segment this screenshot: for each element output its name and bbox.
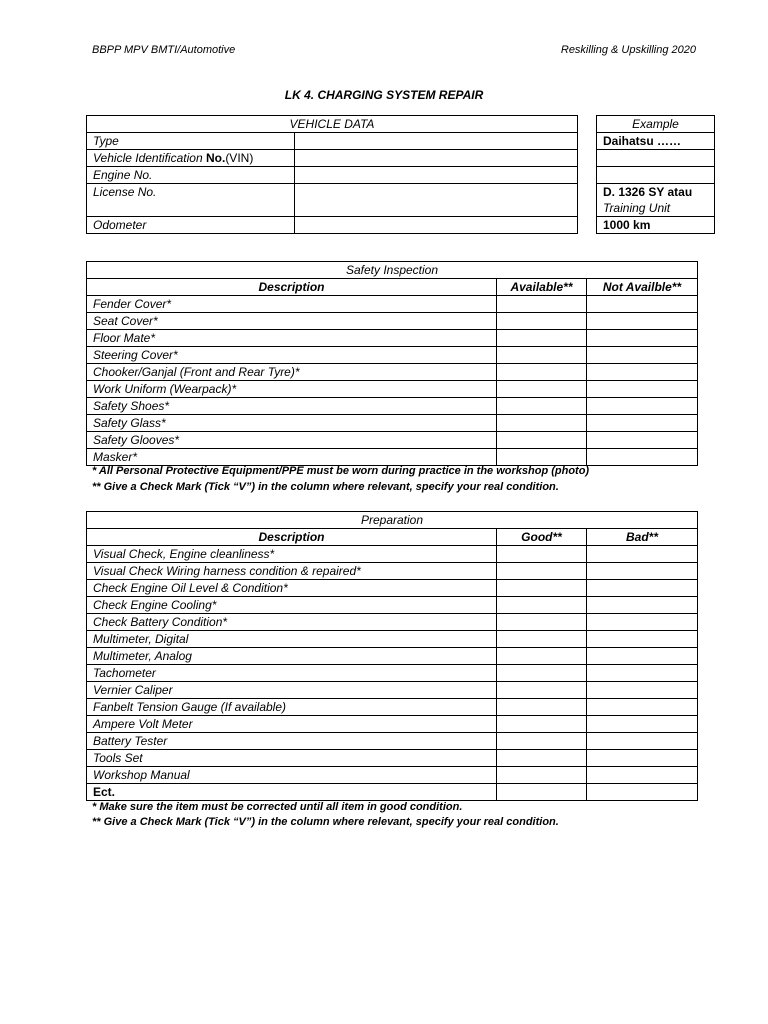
row-description: Vernier Caliper (87, 682, 497, 699)
check-cell[interactable] (587, 648, 698, 665)
check-cell[interactable] (587, 313, 698, 330)
row-description: Floor Mate* (87, 330, 497, 347)
check-cell[interactable] (587, 733, 698, 750)
header-left: BBPP MPV BMTI/Automotive (92, 44, 236, 56)
row-description: Ect. (87, 784, 497, 801)
check-cell[interactable] (497, 767, 587, 784)
vin-label: Vehicle Identification (93, 151, 203, 165)
check-cell[interactable] (587, 614, 698, 631)
row-description: Workshop Manual (87, 767, 497, 784)
row-description: Visual Check Wiring harness condition & repaired* (87, 563, 497, 580)
vehicle-value-cell[interactable] (295, 184, 578, 217)
vehicle-row-label (87, 150, 295, 167)
check-cell[interactable] (587, 631, 698, 648)
check-cell[interactable] (587, 767, 698, 784)
check-cell[interactable] (497, 381, 587, 398)
table-row (87, 750, 698, 767)
check-cell[interactable] (497, 415, 587, 432)
check-cell[interactable] (587, 716, 698, 733)
check-cell[interactable] (497, 313, 587, 330)
vehicle-row-label: Type (87, 133, 295, 150)
example-heading: Example (597, 116, 715, 133)
check-cell[interactable] (497, 784, 587, 801)
check-cell[interactable] (497, 716, 587, 733)
safety-note-2: ** Give a Check Mark (Tick “V”) in the column where relevant, specify your real condition. (92, 481, 559, 493)
table-row (87, 733, 698, 750)
check-cell[interactable] (497, 665, 587, 682)
check-cell[interactable] (587, 449, 698, 466)
preparation-note-2: ** Give a Check Mark (Tick “V”) in the column where relevant, specify your real condition. (92, 816, 559, 828)
row-description: Check Engine Oil Level & Condition* (87, 580, 497, 597)
table-row (87, 631, 698, 648)
example-engine (597, 167, 715, 184)
check-cell[interactable] (587, 699, 698, 716)
row-description: Check Engine Cooling* (87, 597, 497, 614)
table-row (87, 296, 698, 313)
check-cell[interactable] (587, 682, 698, 699)
check-cell[interactable] (587, 296, 698, 313)
table-row (87, 347, 698, 364)
table-row (87, 364, 698, 381)
table-row (87, 313, 698, 330)
check-cell[interactable] (587, 750, 698, 767)
row-description: Multimeter, Digital (87, 631, 497, 648)
preparation-rows (87, 546, 698, 801)
check-cell[interactable] (587, 432, 698, 449)
check-cell[interactable] (497, 432, 587, 449)
example-license (597, 184, 715, 217)
check-cell[interactable] (587, 330, 698, 347)
check-cell[interactable] (497, 699, 587, 716)
table-row (87, 415, 698, 432)
safety-col-not-available: Not Availble** (587, 279, 698, 296)
prep-col-description: Description (87, 529, 497, 546)
table-row (87, 330, 698, 347)
check-cell[interactable] (497, 733, 587, 750)
safety-heading: Safety Inspection (87, 262, 698, 279)
row-description: Seat Cover* (87, 313, 497, 330)
table-row (87, 665, 698, 682)
check-cell[interactable] (587, 580, 698, 597)
vehicle-value-cell[interactable] (295, 133, 578, 150)
row-description: Tools Set (87, 750, 497, 767)
check-cell[interactable] (587, 563, 698, 580)
vehicle-row-label: Engine No. (87, 167, 295, 184)
check-cell[interactable] (497, 347, 587, 364)
table-row (87, 682, 698, 699)
table-row (87, 767, 698, 784)
prep-col-good: Good** (497, 529, 587, 546)
row-description: Visual Check, Engine cleanliness* (87, 546, 497, 563)
vehicle-value-cell[interactable] (295, 167, 578, 184)
check-cell[interactable] (587, 784, 698, 801)
check-cell[interactable] (587, 415, 698, 432)
example-vin (597, 150, 715, 167)
check-cell[interactable] (587, 381, 698, 398)
vehicle-row-label: License No. (87, 184, 295, 217)
table-row (87, 614, 698, 631)
check-cell[interactable] (497, 449, 587, 466)
vehicle-value-cell[interactable] (295, 150, 578, 167)
table-row (87, 563, 698, 580)
row-description: Multimeter, Analog (87, 648, 497, 665)
row-description: Steering Cover* (87, 347, 497, 364)
row-description: Safety Shoes* (87, 398, 497, 415)
example-odometer: 1000 km (597, 217, 715, 234)
example-table (596, 115, 715, 234)
check-cell[interactable] (497, 580, 587, 597)
preparation-table (86, 511, 698, 801)
vin-label-suffix: (VIN) (225, 151, 254, 165)
row-description: Check Battery Condition* (87, 614, 497, 631)
check-cell[interactable] (497, 546, 587, 563)
check-cell[interactable] (497, 364, 587, 381)
example-license-line1: D. 1326 SY atau (603, 185, 693, 199)
header-right: Reskilling & Upskilling 2020 (560, 44, 696, 56)
row-description: Fanbelt Tension Gauge (If available) (87, 699, 497, 716)
vehicle-value-cell[interactable] (295, 217, 578, 234)
check-cell[interactable] (497, 330, 587, 347)
table-row (87, 546, 698, 563)
row-description: Work Uniform (Wearpack)* (87, 381, 497, 398)
check-cell[interactable] (587, 546, 698, 563)
safety-col-description: Description (87, 279, 497, 296)
example-license-line2: Training Unit (603, 201, 671, 215)
safety-rows (87, 296, 698, 466)
table-row (87, 716, 698, 733)
safety-note-1: * All Personal Protective Equipment/PPE must be worn during practice in the workshop (photo) (92, 465, 590, 477)
check-cell[interactable] (497, 648, 587, 665)
row-description: Fender Cover* (87, 296, 497, 313)
row-description: Tachometer (87, 665, 497, 682)
check-cell[interactable] (497, 563, 587, 580)
check-cell[interactable] (497, 631, 587, 648)
row-description: Safety Glass* (87, 415, 497, 432)
table-row (87, 432, 698, 449)
table-row (87, 449, 698, 466)
row-description: Battery Tester (87, 733, 497, 750)
row-description: Masker* (87, 449, 497, 466)
row-description: Safety Glooves* (87, 432, 497, 449)
check-cell[interactable] (497, 597, 587, 614)
check-cell[interactable] (587, 597, 698, 614)
preparation-note-1: * Make sure the item must be corrected until all item in good condition. (92, 801, 463, 813)
check-cell[interactable] (497, 614, 587, 631)
check-cell[interactable] (497, 682, 587, 699)
safety-inspection-table (86, 261, 698, 466)
check-cell[interactable] (587, 665, 698, 682)
table-row (87, 381, 698, 398)
vin-label-no: No. (205, 151, 226, 165)
page-title: LK 4. CHARGING SYSTEM REPAIR (284, 88, 484, 102)
vehicle-data-heading: VEHICLE DATA (87, 116, 578, 133)
check-cell[interactable] (587, 347, 698, 364)
check-cell[interactable] (587, 364, 698, 381)
vehicle-data-table (86, 115, 578, 234)
table-row (87, 699, 698, 716)
check-cell[interactable] (497, 750, 587, 767)
prep-col-bad: Bad** (587, 529, 698, 546)
example-type: Daihatsu …… (597, 133, 715, 150)
check-cell[interactable] (587, 398, 698, 415)
preparation-heading: Preparation (87, 512, 698, 529)
safety-col-available: Available** (497, 279, 587, 296)
table-row (87, 784, 698, 801)
table-row (87, 597, 698, 614)
table-row (87, 580, 698, 597)
table-row (87, 398, 698, 415)
check-cell[interactable] (497, 398, 587, 415)
table-row (87, 648, 698, 665)
row-description: Chooker/Ganjal (Front and Rear Tyre)* (87, 364, 497, 381)
vehicle-row-label: Odometer (87, 217, 295, 234)
row-description: Ampere Volt Meter (87, 716, 497, 733)
check-cell[interactable] (497, 296, 587, 313)
